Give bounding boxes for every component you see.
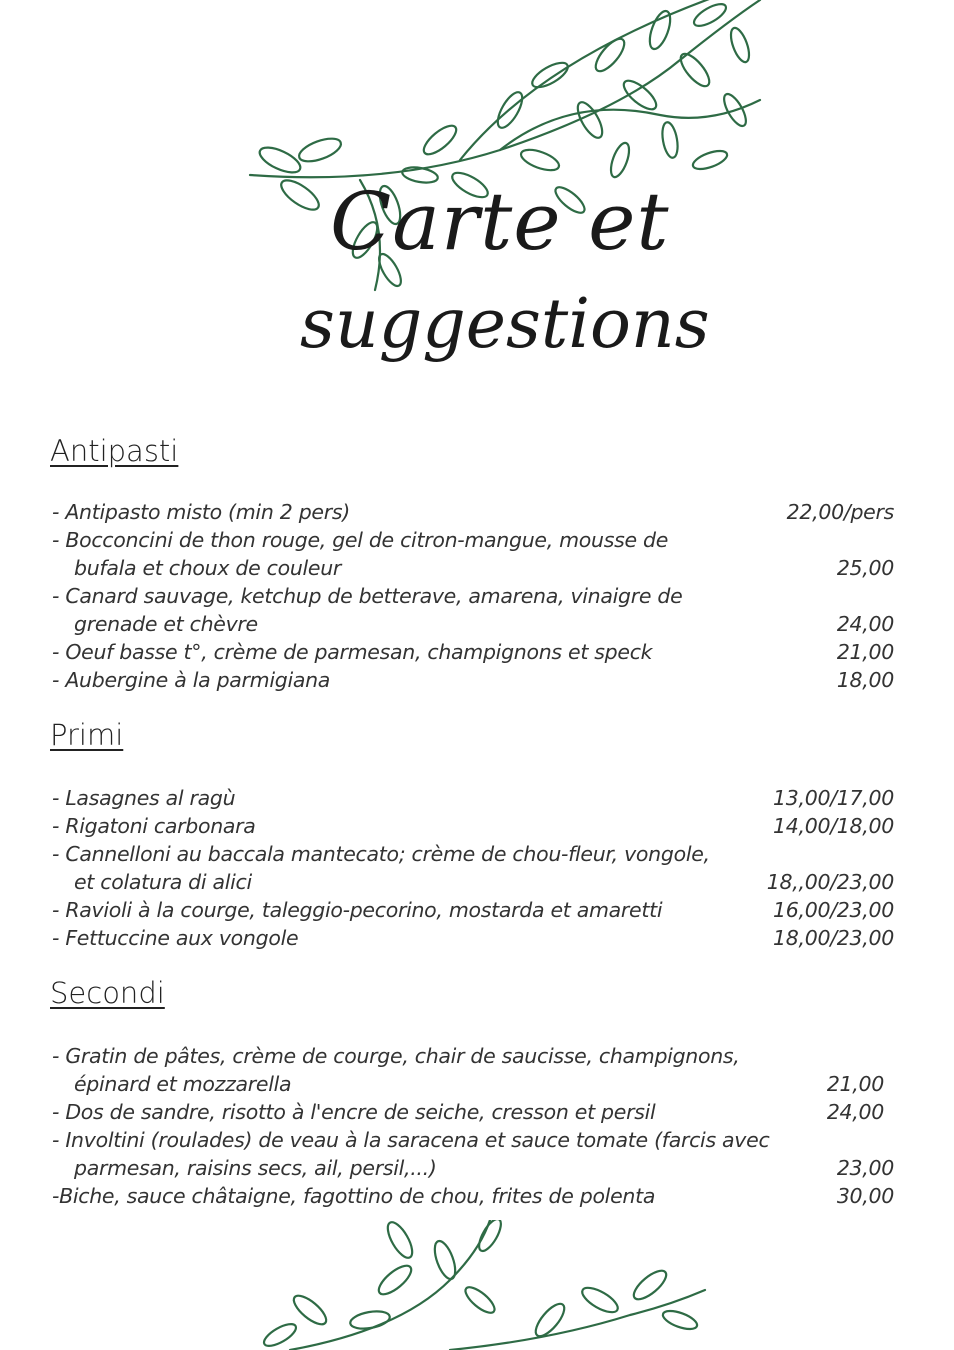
menu-item-continued (52, 1156, 894, 1184)
menu-item (52, 842, 894, 870)
item-text: bufala et choux de couleur (74, 556, 342, 580)
menu-item (52, 898, 894, 926)
item-price: 21,00 (826, 1072, 884, 1096)
item-price: 21,00 (836, 640, 894, 664)
item-price: 18,00 (836, 668, 894, 692)
item-price: 16,00/23,00 (773, 898, 894, 922)
item-text: - Bocconcini de thon rouge, gel de citron-mangue, mousse de (52, 528, 669, 552)
leaf-branch-bottom-icon (250, 1220, 710, 1350)
item-text: épinard et mozzarella (74, 1072, 292, 1096)
section-heading-secondi: Secondi (50, 976, 165, 1010)
menu-item (52, 926, 894, 954)
menu-item (52, 528, 894, 556)
item-price: 22,00/pers (786, 500, 894, 524)
item-text: - Rigatoni carbonara (52, 814, 256, 838)
item-text: - Lasagnes al ragù (52, 786, 236, 810)
item-text: et colatura di alici (74, 870, 252, 894)
item-text: - Aubergine à la parmigiana (52, 668, 331, 692)
item-text: - Oeuf basse t°, crème de parmesan, champignons et speck (52, 640, 653, 664)
menu-item (52, 584, 894, 612)
menu-item (52, 814, 894, 842)
item-text: - Fettuccine aux vongole (52, 926, 299, 950)
item-price: 23,00 (836, 1156, 894, 1180)
item-price: 25,00 (836, 556, 894, 580)
item-price: 18,,00/23,00 (766, 870, 894, 894)
item-text: - Involtini (roulades) de veau à la saracena et sauce tomate (farcis avec (52, 1128, 770, 1152)
item-text: parmesan, raisins secs, ail, persil,...) (74, 1156, 437, 1180)
item-text: -Biche, sauce châtaigne, fagottino de chou, frites de polenta (52, 1184, 656, 1208)
item-price: 24,00 (826, 1100, 884, 1124)
menu-item (52, 1044, 894, 1072)
item-text: grenade et chèvre (74, 612, 258, 636)
menu-item (52, 668, 894, 696)
item-price: 18,00/23,00 (773, 926, 894, 950)
item-price: 30,00 (836, 1184, 894, 1208)
menu-item-continued (52, 612, 894, 640)
menu-item-continued (52, 1072, 894, 1100)
menu-item-continued (52, 556, 894, 584)
item-price: 13,00/17,00 (773, 786, 894, 810)
menu-item (52, 1184, 894, 1212)
item-text: - Gratin de pâtes, crème de courge, chair de saucisse, champignons, (52, 1044, 740, 1068)
menu-item (52, 1100, 894, 1128)
menu-item (52, 500, 894, 528)
menu-item (52, 786, 894, 814)
section-heading-antipasti: Antipasti (50, 434, 179, 468)
item-text: - Dos de sandre, risotto à l'encre de seiche, cresson et persil (52, 1100, 656, 1124)
item-text: - Cannelloni au baccala mantecato; crème de chou-fleur, vongole, (52, 842, 710, 866)
item-price: 14,00/18,00 (773, 814, 894, 838)
item-price: 24,00 (836, 612, 894, 636)
item-text: - Antipasto misto (min 2 pers) (52, 500, 350, 524)
item-text: - Ravioli à la courge, taleggio-pecorino, mostarda et amaretti (52, 898, 663, 922)
menu-item (52, 1128, 894, 1156)
page-title-line-1: Carte et (330, 175, 670, 268)
item-text: - Canard sauvage, ketchup de betterave, amarena, vinaigre de (52, 584, 683, 608)
menu-item (52, 640, 894, 668)
section-heading-primi: Primi (50, 718, 124, 752)
menu-item-continued (52, 870, 894, 898)
page-title-line-2: suggestions (300, 285, 710, 364)
